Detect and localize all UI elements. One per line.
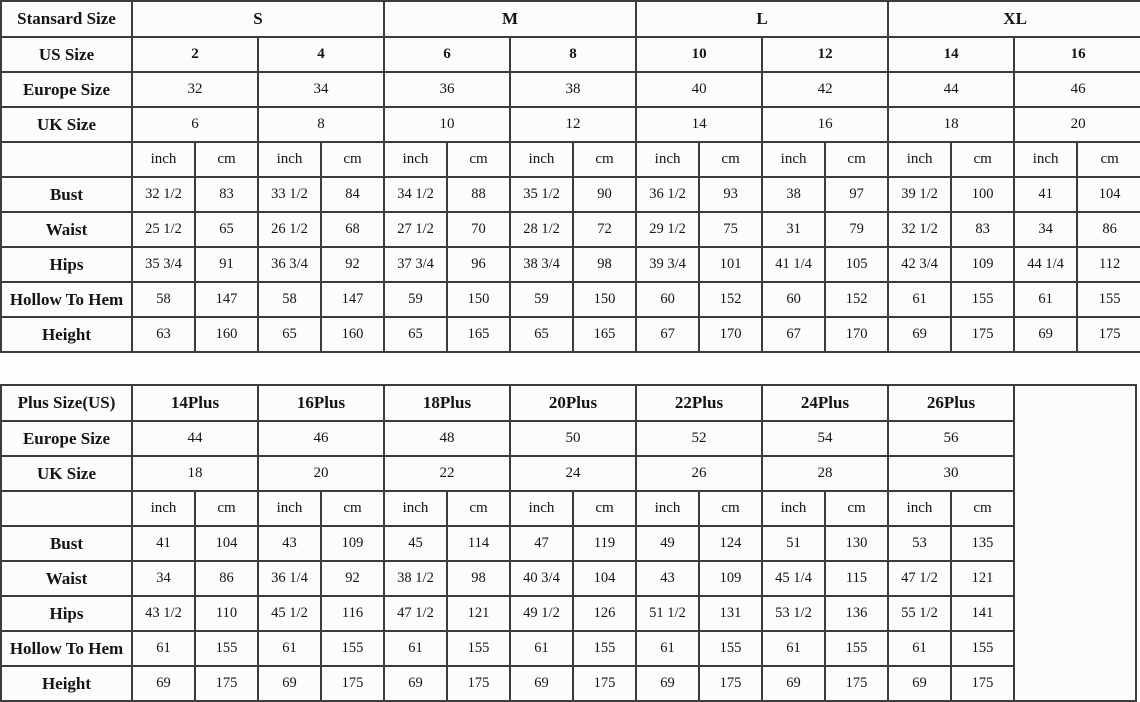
- measurement-value-cell: 28 1/2: [510, 212, 573, 247]
- us-size-cell: 2: [132, 37, 258, 72]
- unit-cell: cm: [951, 491, 1014, 526]
- unit-cell: cm: [573, 491, 636, 526]
- measurement-value-cell: 104: [1077, 177, 1140, 212]
- measurement-value-cell: 97: [825, 177, 888, 212]
- measurement-value-cell: 61: [384, 631, 447, 666]
- size-group-cell: 22Plus: [636, 385, 762, 421]
- size-group-cell: M: [384, 1, 636, 37]
- measurement-value-cell: 67: [636, 317, 699, 352]
- measurement-value-cell: 65: [258, 317, 321, 352]
- measurement-value-cell: 91: [195, 247, 258, 282]
- us-size-cell: 8: [510, 37, 636, 72]
- measurement-value-cell: 170: [699, 317, 762, 352]
- measurement-value-cell: 69: [636, 666, 699, 701]
- europe-size-row-label: Europe Size: [1, 421, 132, 456]
- measurement-value-cell: 32 1/2: [888, 212, 951, 247]
- measurement-value-cell: 175: [195, 666, 258, 701]
- measurement-value-cell: 155: [951, 631, 1014, 666]
- measurement-value-cell: 35 1/2: [510, 177, 573, 212]
- measurement-value-cell: 114: [447, 526, 510, 561]
- unit-cell: cm: [195, 142, 258, 177]
- uk-size-cell: 18: [888, 107, 1014, 142]
- uk-size-cell: 14: [636, 107, 762, 142]
- measurement-value-cell: 116: [321, 596, 384, 631]
- measurement-value-cell: 36 1/2: [636, 177, 699, 212]
- unit-cell: inch: [258, 491, 321, 526]
- measurement-value-cell: 36 3/4: [258, 247, 321, 282]
- measurement-value-cell: 175: [825, 666, 888, 701]
- measurement-value-cell: 79: [825, 212, 888, 247]
- measurement-value-cell: 170: [825, 317, 888, 352]
- uk-size-cell: 22: [384, 456, 510, 491]
- uk-size-cell: 8: [258, 107, 384, 142]
- measurement-value-cell: 61: [258, 631, 321, 666]
- size-group-cell: XL: [888, 1, 1140, 37]
- measurement-value-cell: 147: [321, 282, 384, 317]
- measurement-value-cell: 43 1/2: [132, 596, 195, 631]
- unit-cell: cm: [447, 142, 510, 177]
- measurement-value-cell: 51: [762, 526, 825, 561]
- measurement-value-cell: 34: [1014, 212, 1077, 247]
- europe-size-cell: 54: [762, 421, 888, 456]
- measurement-value-cell: 69: [888, 317, 951, 352]
- measurement-value-cell: 70: [447, 212, 510, 247]
- measurement-value-cell: 175: [699, 666, 762, 701]
- measurement-value-cell: 44 1/4: [1014, 247, 1077, 282]
- uk-size-cell: 16: [762, 107, 888, 142]
- measurement-value-cell: 42 3/4: [888, 247, 951, 282]
- measurement-value-cell: 69: [510, 666, 573, 701]
- measurement-value-cell: 53 1/2: [762, 596, 825, 631]
- uk-size-row-label: UK Size: [1, 456, 132, 491]
- measurement-row-label: Waist: [1, 212, 132, 247]
- measurement-value-cell: 98: [573, 247, 636, 282]
- unit-cell: cm: [699, 142, 762, 177]
- measurement-value-cell: 29 1/2: [636, 212, 699, 247]
- measurement-value-cell: 69: [384, 666, 447, 701]
- measurement-value-cell: 34: [132, 561, 195, 596]
- measurement-value-cell: 47 1/2: [888, 561, 951, 596]
- measurement-value-cell: 109: [951, 247, 1014, 282]
- measurement-value-cell: 41: [132, 526, 195, 561]
- unit-cell: inch: [132, 142, 195, 177]
- measurement-value-cell: 37 3/4: [384, 247, 447, 282]
- measurement-value-cell: 49 1/2: [510, 596, 573, 631]
- measurement-value-cell: 34 1/2: [384, 177, 447, 212]
- measurement-value-cell: 104: [573, 561, 636, 596]
- measurement-value-cell: 61: [888, 631, 951, 666]
- measurement-value-cell: 175: [951, 317, 1014, 352]
- empty-column-cell: [1014, 385, 1136, 701]
- measurement-row-label: Height: [1, 666, 132, 701]
- measurement-value-cell: 68: [321, 212, 384, 247]
- measurement-row-label: Waist: [1, 561, 132, 596]
- europe-size-cell: 38: [510, 72, 636, 107]
- measurement-value-cell: 40 3/4: [510, 561, 573, 596]
- unit-cell: inch: [1014, 142, 1077, 177]
- measurement-value-cell: 61: [762, 631, 825, 666]
- size-group-cell: 20Plus: [510, 385, 636, 421]
- unit-cell: inch: [888, 142, 951, 177]
- measurement-value-cell: 150: [447, 282, 510, 317]
- measurement-value-cell: 86: [195, 561, 258, 596]
- measurement-value-cell: 83: [195, 177, 258, 212]
- measurement-value-cell: 155: [699, 631, 762, 666]
- measurement-value-cell: 155: [573, 631, 636, 666]
- measurement-value-cell: 175: [951, 666, 1014, 701]
- measurement-value-cell: 55 1/2: [888, 596, 951, 631]
- measurement-value-cell: 69: [762, 666, 825, 701]
- unit-cell: cm: [699, 491, 762, 526]
- unit-cell: cm: [321, 491, 384, 526]
- size-group-cell: L: [636, 1, 888, 37]
- measurement-value-cell: 112: [1077, 247, 1140, 282]
- unit-cell: inch: [636, 491, 699, 526]
- measurement-value-cell: 119: [573, 526, 636, 561]
- unit-cell: cm: [825, 491, 888, 526]
- measurement-value-cell: 60: [636, 282, 699, 317]
- measurement-value-cell: 101: [699, 247, 762, 282]
- unit-cell: inch: [888, 491, 951, 526]
- europe-size-cell: 46: [1014, 72, 1140, 107]
- measurement-value-cell: 65: [510, 317, 573, 352]
- unit-cell: inch: [258, 142, 321, 177]
- size-group-cell: S: [132, 1, 384, 37]
- plus-size-table: [0, 384, 1137, 702]
- measurement-value-cell: 83: [951, 212, 1014, 247]
- measurement-value-cell: 45 1/2: [258, 596, 321, 631]
- measurement-value-cell: 69: [1014, 317, 1077, 352]
- measurement-value-cell: 61: [888, 282, 951, 317]
- uk-size-cell: 20: [258, 456, 384, 491]
- measurement-value-cell: 130: [825, 526, 888, 561]
- europe-size-cell: 34: [258, 72, 384, 107]
- measurement-value-cell: 59: [510, 282, 573, 317]
- measurement-value-cell: 155: [195, 631, 258, 666]
- measurement-value-cell: 124: [699, 526, 762, 561]
- measurement-value-cell: 88: [447, 177, 510, 212]
- us-size-cell: 6: [384, 37, 510, 72]
- measurement-value-cell: 65: [384, 317, 447, 352]
- unit-cell: cm: [321, 142, 384, 177]
- unit-cell: inch: [132, 491, 195, 526]
- us-size-row-label: US Size: [1, 37, 132, 72]
- measurement-value-cell: 65: [195, 212, 258, 247]
- us-size-cell: 14: [888, 37, 1014, 72]
- measurement-value-cell: 59: [384, 282, 447, 317]
- unit-cell: cm: [447, 491, 510, 526]
- size-group-cell: 26Plus: [888, 385, 1014, 421]
- measurement-value-cell: 104: [195, 526, 258, 561]
- measurement-value-cell: 63: [132, 317, 195, 352]
- uk-size-cell: 30: [888, 456, 1014, 491]
- measurement-value-cell: 75: [699, 212, 762, 247]
- measurement-value-cell: 131: [699, 596, 762, 631]
- measurement-value-cell: 67: [762, 317, 825, 352]
- measurement-value-cell: 69: [888, 666, 951, 701]
- measurement-value-cell: 121: [951, 561, 1014, 596]
- unit-cell: inch: [510, 142, 573, 177]
- measurement-value-cell: 45: [384, 526, 447, 561]
- measurement-value-cell: 61: [636, 631, 699, 666]
- measurement-value-cell: 72: [573, 212, 636, 247]
- measurement-value-cell: 175: [447, 666, 510, 701]
- measurement-value-cell: 175: [573, 666, 636, 701]
- measurement-value-cell: 38 3/4: [510, 247, 573, 282]
- measurement-value-cell: 150: [573, 282, 636, 317]
- measurement-value-cell: 61: [1014, 282, 1077, 317]
- size-group-cell: 14Plus: [132, 385, 258, 421]
- measurement-row-label: Height: [1, 317, 132, 352]
- measurement-value-cell: 160: [195, 317, 258, 352]
- measurement-value-cell: 165: [573, 317, 636, 352]
- measurement-value-cell: 175: [321, 666, 384, 701]
- unit-cell: inch: [762, 491, 825, 526]
- uk-size-row-label: UK Size: [1, 107, 132, 142]
- measurement-value-cell: 136: [825, 596, 888, 631]
- uk-size-cell: 12: [510, 107, 636, 142]
- measurement-value-cell: 26 1/2: [258, 212, 321, 247]
- unit-cell: cm: [573, 142, 636, 177]
- measurement-value-cell: 27 1/2: [384, 212, 447, 247]
- europe-size-cell: 52: [636, 421, 762, 456]
- unit-cell: cm: [195, 491, 258, 526]
- measurement-value-cell: 39 3/4: [636, 247, 699, 282]
- measurement-value-cell: 100: [951, 177, 1014, 212]
- uk-size-cell: 28: [762, 456, 888, 491]
- europe-size-cell: 40: [636, 72, 762, 107]
- uk-size-cell: 6: [132, 107, 258, 142]
- europe-size-cell: 48: [384, 421, 510, 456]
- europe-size-cell: 42: [762, 72, 888, 107]
- measurement-value-cell: 135: [951, 526, 1014, 561]
- measurement-value-cell: 109: [321, 526, 384, 561]
- measurement-value-cell: 32 1/2: [132, 177, 195, 212]
- size-row-label: Stansard Size: [1, 1, 132, 37]
- uk-size-cell: 26: [636, 456, 762, 491]
- unit-cell: inch: [384, 142, 447, 177]
- measurement-row-label: Hips: [1, 596, 132, 631]
- measurement-row-label: Bust: [1, 177, 132, 212]
- measurement-value-cell: 58: [258, 282, 321, 317]
- uk-size-cell: 10: [384, 107, 510, 142]
- uk-size-cell: 18: [132, 456, 258, 491]
- europe-size-cell: 44: [888, 72, 1014, 107]
- unit-cell: inch: [636, 142, 699, 177]
- measurement-value-cell: 61: [510, 631, 573, 666]
- unit-cell: cm: [951, 142, 1014, 177]
- us-size-cell: 4: [258, 37, 384, 72]
- measurement-value-cell: 69: [132, 666, 195, 701]
- measurement-value-cell: 105: [825, 247, 888, 282]
- measurement-value-cell: 25 1/2: [132, 212, 195, 247]
- europe-size-cell: 36: [384, 72, 510, 107]
- measurement-value-cell: 109: [699, 561, 762, 596]
- us-size-cell: 12: [762, 37, 888, 72]
- size-group-cell: 18Plus: [384, 385, 510, 421]
- measurement-value-cell: 121: [447, 596, 510, 631]
- measurement-value-cell: 58: [132, 282, 195, 317]
- units-row-label: [1, 142, 132, 177]
- measurement-value-cell: 92: [321, 247, 384, 282]
- measurement-row-label: Hollow To Hem: [1, 631, 132, 666]
- measurement-value-cell: 152: [825, 282, 888, 317]
- measurement-value-cell: 53: [888, 526, 951, 561]
- measurement-value-cell: 33 1/2: [258, 177, 321, 212]
- europe-size-row-label: Europe Size: [1, 72, 132, 107]
- unit-cell: inch: [762, 142, 825, 177]
- measurement-value-cell: 41 1/4: [762, 247, 825, 282]
- measurement-value-cell: 147: [195, 282, 258, 317]
- unit-cell: inch: [384, 491, 447, 526]
- measurement-value-cell: 43: [258, 526, 321, 561]
- measurement-value-cell: 41: [1014, 177, 1077, 212]
- measurement-value-cell: 141: [951, 596, 1014, 631]
- unit-cell: inch: [510, 491, 573, 526]
- europe-size-cell: 32: [132, 72, 258, 107]
- measurement-value-cell: 98: [447, 561, 510, 596]
- uk-size-cell: 24: [510, 456, 636, 491]
- measurement-value-cell: 155: [321, 631, 384, 666]
- measurement-value-cell: 115: [825, 561, 888, 596]
- measurement-value-cell: 155: [951, 282, 1014, 317]
- size-group-cell: 16Plus: [258, 385, 384, 421]
- measurement-value-cell: 90: [573, 177, 636, 212]
- measurement-value-cell: 155: [825, 631, 888, 666]
- size-row-label: Plus Size(US): [1, 385, 132, 421]
- measurement-value-cell: 31: [762, 212, 825, 247]
- measurement-value-cell: 155: [447, 631, 510, 666]
- measurement-value-cell: 43: [636, 561, 699, 596]
- measurement-value-cell: 110: [195, 596, 258, 631]
- size-group-cell: 24Plus: [762, 385, 888, 421]
- measurement-value-cell: 92: [321, 561, 384, 596]
- unit-cell: cm: [825, 142, 888, 177]
- units-row-label: [1, 491, 132, 526]
- measurement-row-label: Bust: [1, 526, 132, 561]
- unit-cell: cm: [1077, 142, 1140, 177]
- measurement-value-cell: 38 1/2: [384, 561, 447, 596]
- measurement-value-cell: 93: [699, 177, 762, 212]
- measurement-row-label: Hollow To Hem: [1, 282, 132, 317]
- us-size-cell: 10: [636, 37, 762, 72]
- europe-size-cell: 46: [258, 421, 384, 456]
- measurement-value-cell: 155: [1077, 282, 1140, 317]
- measurement-row-label: Hips: [1, 247, 132, 282]
- measurement-value-cell: 165: [447, 317, 510, 352]
- measurement-value-cell: 96: [447, 247, 510, 282]
- measurement-value-cell: 84: [321, 177, 384, 212]
- measurement-value-cell: 45 1/4: [762, 561, 825, 596]
- measurement-value-cell: 38: [762, 177, 825, 212]
- measurement-value-cell: 152: [699, 282, 762, 317]
- measurement-value-cell: 126: [573, 596, 636, 631]
- measurement-value-cell: 39 1/2: [888, 177, 951, 212]
- measurement-value-cell: 35 3/4: [132, 247, 195, 282]
- europe-size-cell: 56: [888, 421, 1014, 456]
- uk-size-cell: 20: [1014, 107, 1140, 142]
- us-size-cell: 16: [1014, 37, 1140, 72]
- europe-size-cell: 44: [132, 421, 258, 456]
- measurement-value-cell: 36 1/4: [258, 561, 321, 596]
- measurement-value-cell: 60: [762, 282, 825, 317]
- measurement-value-cell: 86: [1077, 212, 1140, 247]
- measurement-value-cell: 47: [510, 526, 573, 561]
- measurement-value-cell: 61: [132, 631, 195, 666]
- measurement-value-cell: 49: [636, 526, 699, 561]
- europe-size-cell: 50: [510, 421, 636, 456]
- measurement-value-cell: 51 1/2: [636, 596, 699, 631]
- measurement-value-cell: 69: [258, 666, 321, 701]
- measurement-value-cell: 175: [1077, 317, 1140, 352]
- measurement-value-cell: 47 1/2: [384, 596, 447, 631]
- measurement-value-cell: 160: [321, 317, 384, 352]
